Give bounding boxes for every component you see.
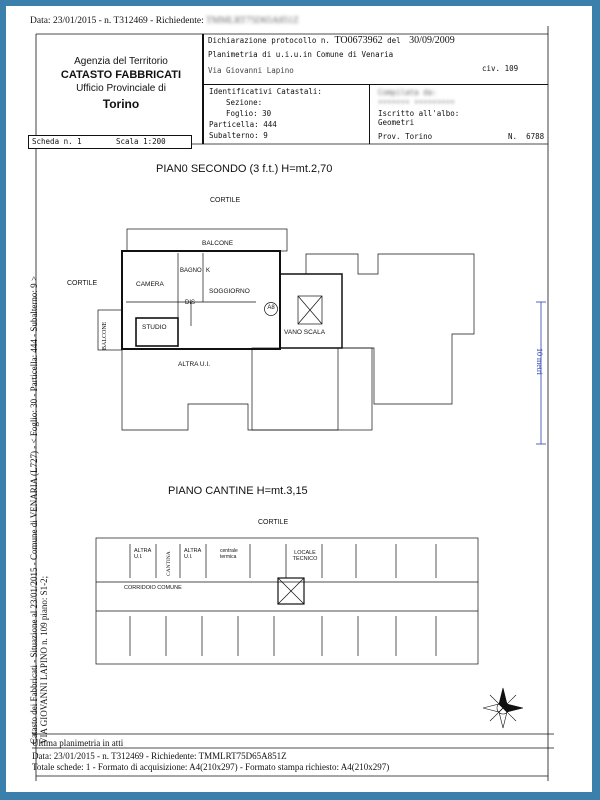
- ident-title: Identificativi Catastali:: [209, 87, 322, 96]
- dis-label: DIS: [185, 300, 196, 306]
- agency-city: Torino: [102, 97, 140, 111]
- a8-label: A8: [267, 305, 275, 311]
- sezione-label: Sezione:: [226, 98, 263, 107]
- scale-label: 10 metri: [535, 348, 544, 375]
- protocol-number: TO0673962: [334, 35, 383, 46]
- protocol-del: del: [387, 36, 401, 45]
- cortile-cantine-label: CORTILE: [258, 519, 289, 526]
- agency-name: Agenzia del Territorio: [74, 56, 168, 67]
- bagno-label: BAGNO: [180, 268, 202, 274]
- particella-label: Particella:: [209, 120, 259, 129]
- particella-value: 444: [263, 120, 277, 129]
- soggiorno-label: SOGGIORNO: [209, 288, 250, 295]
- piano-secondo-title: PIAN0 SECONDO (3 f.t.) H=mt.2,70: [156, 163, 333, 175]
- prov-value: Prov. Torino: [378, 132, 433, 141]
- top-requester-label: Richiedente:: [155, 16, 204, 26]
- compass-rose: [483, 688, 523, 728]
- address-text: Via Giovanni Lapino: [208, 66, 294, 75]
- agency-catasto: CATASTO FABBRICATI: [60, 69, 182, 81]
- civic-number: civ. 109: [482, 64, 519, 73]
- planimetria-text: Planimetria di u.i.u.in Comune di Venaria: [208, 50, 394, 59]
- cortile-left-label: CORTILE: [67, 280, 98, 287]
- centrale-termica-label: centrale termica: [220, 548, 238, 560]
- altra-ui-label: ALTRA U.I.: [178, 361, 211, 368]
- agency-ufficio: Ufficio Provinciale di: [76, 83, 166, 94]
- camera-label: CAMERA: [136, 281, 164, 288]
- iscritto-label: Iscritto all'albo:: [378, 109, 460, 118]
- compilata-label: Compilata da:: [378, 88, 437, 97]
- cantina-label: CANTINA: [166, 551, 172, 576]
- cantine-altra-ui-1: ALTRA U.I.: [134, 548, 152, 560]
- studio-label: STUDIO: [142, 324, 167, 331]
- scheda-scale: Scala 1:200: [116, 137, 166, 146]
- albo-number-label: N.: [508, 132, 518, 141]
- foglio-label: Foglio:: [226, 109, 258, 118]
- corridoio-label: CORRIDOIO COMUNE: [124, 585, 182, 591]
- subalterno-label: Subalterno:: [209, 131, 259, 140]
- subalterno-value: 9: [263, 131, 268, 140]
- top-header: Data: 23/01/2015 - n. T312469 - Richiedente: TMMLRT75D65A851Z: [30, 16, 299, 26]
- cortile-top-label: CORTILE: [210, 197, 241, 204]
- cantine-altra-ui-2: ALTRA U.I.: [184, 548, 202, 560]
- scheda-number: Scheda n. 1: [32, 137, 82, 146]
- protocol-label: Dichiarazione protocollo n.: [208, 36, 330, 45]
- balcone-left-label: BALCONE: [102, 321, 108, 350]
- albo-value: Geometri: [378, 118, 415, 127]
- balcone-top-label: BALCONE: [202, 240, 234, 247]
- piano-cantine-title: PIANO CANTINE H=mt.3,15: [168, 485, 308, 497]
- ultima-planimetria: Ultima planimetria in atti: [32, 738, 124, 748]
- bottom-line-2: Totale schede: 1 - Formato di acquisizione: A4(210x297) - Formato stampa richiesto: A4(210x297): [32, 762, 390, 772]
- protocol-date: 30/09/2009: [409, 35, 455, 46]
- top-date: Data: 23/01/2015: [30, 16, 97, 26]
- top-number: n. T312469: [104, 16, 148, 26]
- side-text-2: VIA GIOVANNI LAPINO n. 109 piano: S1-2;: [39, 575, 49, 744]
- compilata-name: ••••••• •••••••••: [378, 98, 455, 107]
- foglio-value: 30: [262, 109, 272, 118]
- side-text-1: Catasto dei Fabbricati - Situazione al 23/01/2015 - Comune di VENARIA (L727) - < Foglio: 30 - Particella: 444 - Subalterno: 9 >: [29, 276, 39, 744]
- document-sheet: [6, 6, 592, 792]
- locale-tecnico-label: LOCALE TECNICO: [292, 550, 318, 562]
- bottom-line-1: Data: 23/01/2015 - n. T312469 - Richiedente: TMMLRT75D65A851Z: [32, 751, 287, 761]
- albo-number-value: 6788: [526, 132, 545, 141]
- kitchen-label: K: [206, 268, 211, 274]
- top-requester-value: TMMLRT75D65A851Z: [205, 16, 299, 26]
- floor-plan-cantine: [6, 6, 592, 792]
- vano-scala-label: VANO SCALA: [284, 329, 326, 336]
